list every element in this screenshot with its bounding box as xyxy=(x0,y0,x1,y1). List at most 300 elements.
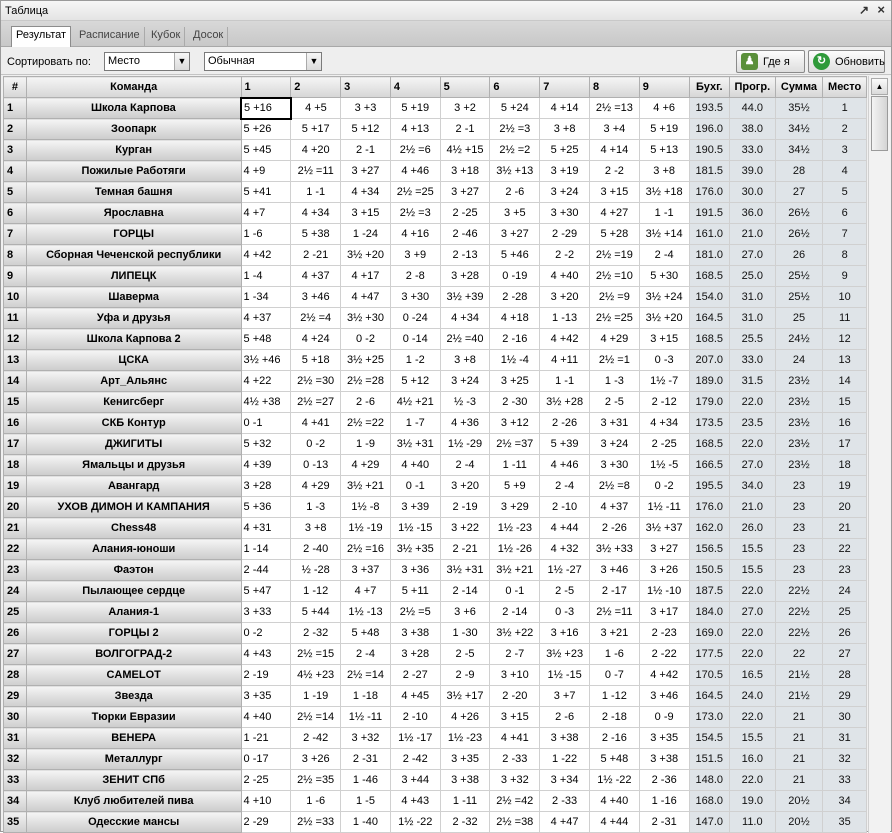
round-result-cell[interactable]: 3½ +39 xyxy=(440,287,490,308)
stat-cell[interactable]: 34½ xyxy=(775,140,823,161)
stat-cell[interactable]: 19.0 xyxy=(730,791,776,812)
round-result-cell[interactable]: 3 +18 xyxy=(440,161,490,182)
round-result-cell[interactable]: 4 +9 xyxy=(241,161,291,182)
row-number[interactable]: 31 xyxy=(4,728,27,749)
column-header[interactable]: 4 xyxy=(390,77,440,98)
round-result-cell[interactable]: 2½ =27 xyxy=(291,392,341,413)
round-result-cell[interactable]: 0 -1 xyxy=(390,476,440,497)
stat-cell[interactable]: 27.0 xyxy=(730,455,776,476)
round-result-cell[interactable]: 2 -1 xyxy=(440,119,490,140)
stat-cell[interactable]: 14 xyxy=(823,371,867,392)
round-result-cell[interactable]: 5 +19 xyxy=(639,119,689,140)
round-result-cell[interactable]: 1½ -7 xyxy=(639,371,689,392)
team-name[interactable]: Алания-юноши xyxy=(26,539,241,560)
stat-cell[interactable]: 10 xyxy=(823,287,867,308)
team-name[interactable]: Сборная Чеченской республики xyxy=(26,245,241,266)
stat-cell[interactable]: 27 xyxy=(823,644,867,665)
round-result-cell[interactable]: 3 +17 xyxy=(639,602,689,623)
round-result-cell[interactable]: 4 +7 xyxy=(241,203,291,224)
row-number[interactable]: 17 xyxy=(4,434,27,455)
stat-cell[interactable]: 28 xyxy=(775,161,823,182)
table-row[interactable] xyxy=(4,119,867,140)
team-name[interactable]: Ямальцы и друзья xyxy=(26,455,241,476)
row-number[interactable]: 12 xyxy=(4,329,27,350)
stat-cell[interactable]: 3 xyxy=(823,140,867,161)
round-result-cell[interactable]: 5 +47 xyxy=(241,581,291,602)
round-result-cell[interactable]: 4 +40 xyxy=(241,707,291,728)
round-result-cell[interactable]: 3 +16 xyxy=(540,623,590,644)
round-result-cell[interactable]: 0 -9 xyxy=(639,707,689,728)
round-result-cell[interactable]: 5 +18 xyxy=(291,350,341,371)
round-result-cell[interactable]: 3½ +13 xyxy=(490,161,540,182)
round-result-cell[interactable]: 1 -1 xyxy=(639,203,689,224)
column-header[interactable]: 8 xyxy=(589,77,639,98)
round-result-cell[interactable]: 5 +44 xyxy=(291,602,341,623)
round-result-cell[interactable]: 4 +34 xyxy=(341,182,391,203)
round-result-cell[interactable]: 1½ -19 xyxy=(341,518,391,539)
round-result-cell[interactable]: 4 +43 xyxy=(241,644,291,665)
table-row[interactable] xyxy=(4,770,867,791)
round-result-cell[interactable]: 1 -18 xyxy=(341,686,391,707)
stat-cell[interactable]: 169.0 xyxy=(689,623,729,644)
round-result-cell[interactable]: 3½ +20 xyxy=(639,308,689,329)
team-name[interactable]: ДЖИГИТЫ xyxy=(26,434,241,455)
round-result-cell[interactable]: 3 +27 xyxy=(639,539,689,560)
row-number[interactable]: 14 xyxy=(4,371,27,392)
round-result-cell[interactable]: 1 -16 xyxy=(639,791,689,812)
table-row[interactable] xyxy=(4,224,867,245)
round-result-cell[interactable]: 3½ +21 xyxy=(341,476,391,497)
stat-cell[interactable]: 23 xyxy=(775,497,823,518)
tab-schedule[interactable]: Расписание xyxy=(75,27,145,47)
round-result-cell[interactable]: 3 +7 xyxy=(540,686,590,707)
team-name[interactable]: Пожилые Работяги xyxy=(26,161,241,182)
round-result-cell[interactable]: ½ -28 xyxy=(291,560,341,581)
round-result-cell[interactable]: 4 +13 xyxy=(390,119,440,140)
round-result-cell[interactable]: 4½ +15 xyxy=(440,140,490,161)
stat-cell[interactable]: 23½ xyxy=(775,455,823,476)
row-number[interactable]: 30 xyxy=(4,707,27,728)
table-row[interactable] xyxy=(4,581,867,602)
round-result-cell[interactable]: 3 +10 xyxy=(490,665,540,686)
stat-cell[interactable]: 168.0 xyxy=(689,791,729,812)
round-result-cell[interactable]: 3 +32 xyxy=(490,770,540,791)
round-result-cell[interactable]: 0 -2 xyxy=(241,623,291,644)
round-result-cell[interactable]: 2 -13 xyxy=(440,245,490,266)
stat-cell[interactable]: 12 xyxy=(823,329,867,350)
stat-cell[interactable]: 25 xyxy=(823,602,867,623)
round-result-cell[interactable]: 2 -29 xyxy=(241,812,291,833)
row-number[interactable]: 24 xyxy=(4,581,27,602)
stat-cell[interactable]: 31.0 xyxy=(730,308,776,329)
round-result-cell[interactable]: 1 -6 xyxy=(291,791,341,812)
round-result-cell[interactable]: 0 -3 xyxy=(540,602,590,623)
round-result-cell[interactable]: 4 +31 xyxy=(241,518,291,539)
team-name[interactable]: Школа Карпова 2 xyxy=(26,329,241,350)
round-result-cell[interactable]: 2 -2 xyxy=(589,161,639,182)
round-result-cell[interactable]: 4 +45 xyxy=(390,686,440,707)
round-result-cell[interactable]: 4 +27 xyxy=(589,203,639,224)
stat-cell[interactable]: 28 xyxy=(823,665,867,686)
stat-cell[interactable]: 151.5 xyxy=(689,749,729,770)
round-result-cell[interactable]: 4 +40 xyxy=(390,455,440,476)
round-result-cell[interactable]: 2½ =15 xyxy=(291,644,341,665)
table-row[interactable] xyxy=(4,245,867,266)
round-result-cell[interactable]: 3½ +31 xyxy=(390,434,440,455)
round-result-cell[interactable]: 1 -24 xyxy=(341,224,391,245)
round-result-cell[interactable]: 3 +27 xyxy=(341,161,391,182)
stat-cell[interactable]: 24½ xyxy=(775,329,823,350)
team-name[interactable]: ЦСКА xyxy=(26,350,241,371)
team-name[interactable]: Ярославна xyxy=(26,203,241,224)
stat-cell[interactable]: 33.0 xyxy=(730,140,776,161)
round-result-cell[interactable]: 2½ =28 xyxy=(341,371,391,392)
stat-cell[interactable]: 26.0 xyxy=(730,518,776,539)
team-name[interactable]: Одесские мансы xyxy=(26,812,241,833)
round-result-cell[interactable]: 3 +33 xyxy=(241,602,291,623)
team-name[interactable]: ГОРЦЫ xyxy=(26,224,241,245)
stat-cell[interactable]: 177.5 xyxy=(689,644,729,665)
stat-cell[interactable]: 173.5 xyxy=(689,413,729,434)
round-result-cell[interactable]: 2½ =22 xyxy=(341,413,391,434)
round-result-cell[interactable]: 5 +48 xyxy=(589,749,639,770)
round-result-cell[interactable]: 4½ +38 xyxy=(241,392,291,413)
column-header[interactable]: Команда xyxy=(26,77,241,98)
sort-select[interactable] xyxy=(104,52,190,71)
row-number[interactable]: 19 xyxy=(4,476,27,497)
table-row[interactable] xyxy=(4,728,867,749)
column-header[interactable]: # xyxy=(4,77,27,98)
round-result-cell[interactable]: 2½ =6 xyxy=(390,140,440,161)
stat-cell[interactable]: 176.0 xyxy=(689,497,729,518)
row-number[interactable]: 26 xyxy=(4,623,27,644)
stat-cell[interactable]: 25 xyxy=(775,308,823,329)
round-result-cell[interactable]: 3 +15 xyxy=(341,203,391,224)
round-result-cell[interactable]: 1 -9 xyxy=(341,434,391,455)
round-result-cell[interactable]: 2 -26 xyxy=(589,518,639,539)
round-result-cell[interactable]: 0 -7 xyxy=(589,665,639,686)
table-row[interactable] xyxy=(4,665,867,686)
column-header[interactable]: Прогр. xyxy=(730,77,776,98)
row-number[interactable]: 15 xyxy=(4,392,27,413)
team-name[interactable]: Курган xyxy=(26,140,241,161)
team-name[interactable]: ГОРЦЫ 2 xyxy=(26,623,241,644)
table-row[interactable] xyxy=(4,455,867,476)
table-row[interactable] xyxy=(4,413,867,434)
round-result-cell[interactable]: 4 +24 xyxy=(291,329,341,350)
stat-cell[interactable]: 22.0 xyxy=(730,623,776,644)
row-number[interactable]: 4 xyxy=(4,161,27,182)
column-header[interactable]: 7 xyxy=(540,77,590,98)
row-number[interactable]: 7 xyxy=(4,224,27,245)
stat-cell[interactable]: 16 xyxy=(823,413,867,434)
round-result-cell[interactable]: 5 +9 xyxy=(490,476,540,497)
round-result-cell[interactable]: 3 +29 xyxy=(490,497,540,518)
round-result-cell[interactable]: 2½ =11 xyxy=(589,602,639,623)
round-result-cell[interactable]: 2 -25 xyxy=(440,203,490,224)
round-result-cell[interactable]: 2½ =16 xyxy=(341,539,391,560)
table-row[interactable] xyxy=(4,749,867,770)
table-row[interactable] xyxy=(4,686,867,707)
round-result-cell[interactable]: 4 +29 xyxy=(341,455,391,476)
round-result-cell[interactable]: 3½ +33 xyxy=(589,539,639,560)
round-result-cell[interactable]: 2 -6 xyxy=(540,707,590,728)
stat-cell[interactable]: 4 xyxy=(823,161,867,182)
stat-cell[interactable]: 35½ xyxy=(775,98,823,119)
round-result-cell[interactable]: 0 -1 xyxy=(241,413,291,434)
round-result-cell[interactable]: 2½ =8 xyxy=(589,476,639,497)
round-result-cell[interactable]: 4 +41 xyxy=(490,728,540,749)
stat-cell[interactable]: 164.5 xyxy=(689,686,729,707)
round-result-cell[interactable]: 3 +32 xyxy=(341,728,391,749)
round-result-cell[interactable]: 2½ =9 xyxy=(589,287,639,308)
round-result-cell[interactable]: 3½ +30 xyxy=(341,308,391,329)
stat-cell[interactable]: 176.0 xyxy=(689,182,729,203)
team-name[interactable]: Арт_Альянс xyxy=(26,371,241,392)
round-result-cell[interactable]: 3 +38 xyxy=(390,623,440,644)
round-result-cell[interactable]: 4½ +23 xyxy=(291,665,341,686)
team-name[interactable]: Фаэтон xyxy=(26,560,241,581)
round-result-cell[interactable]: 4 +42 xyxy=(241,245,291,266)
stat-cell[interactable]: 2 xyxy=(823,119,867,140)
tab-results[interactable]: Результат xyxy=(11,26,71,47)
stat-cell[interactable]: 24 xyxy=(823,581,867,602)
round-result-cell[interactable]: 3 +37 xyxy=(341,560,391,581)
round-result-cell[interactable]: 5 +30 xyxy=(639,266,689,287)
round-result-cell[interactable]: 2 -40 xyxy=(291,539,341,560)
round-result-cell[interactable]: 3½ +23 xyxy=(540,644,590,665)
round-result-cell[interactable]: 2½ =40 xyxy=(440,329,490,350)
round-result-cell[interactable]: 1½ -4 xyxy=(490,350,540,371)
round-result-cell[interactable]: 3 +20 xyxy=(540,287,590,308)
table-row[interactable] xyxy=(4,161,867,182)
round-result-cell[interactable]: 3 +9 xyxy=(390,245,440,266)
table-row[interactable] xyxy=(4,812,867,833)
stat-cell[interactable]: 18 xyxy=(823,455,867,476)
team-name[interactable]: Зоопарк xyxy=(26,119,241,140)
round-result-cell[interactable]: 2 -16 xyxy=(589,728,639,749)
table-row[interactable] xyxy=(4,623,867,644)
round-result-cell[interactable]: 2 -25 xyxy=(639,434,689,455)
round-result-cell[interactable]: 4 +11 xyxy=(540,350,590,371)
round-result-cell[interactable]: 2 -9 xyxy=(440,665,490,686)
round-result-cell[interactable]: 1½ -29 xyxy=(440,434,490,455)
round-result-cell[interactable]: 3 +26 xyxy=(639,560,689,581)
row-number[interactable]: 32 xyxy=(4,749,27,770)
team-name[interactable]: Кенигсберг xyxy=(26,392,241,413)
close-icon[interactable]: × xyxy=(877,2,885,17)
team-name[interactable]: Звезда xyxy=(26,686,241,707)
row-number[interactable]: 11 xyxy=(4,308,27,329)
scroll-up-icon[interactable]: ▲ xyxy=(871,78,888,95)
row-number[interactable]: 16 xyxy=(4,413,27,434)
round-result-cell[interactable]: 1½ -23 xyxy=(440,728,490,749)
table-row[interactable] xyxy=(4,182,867,203)
round-result-cell[interactable]: 3 +35 xyxy=(440,749,490,770)
stat-cell[interactable]: 15.5 xyxy=(730,560,776,581)
stat-cell[interactable]: 21.0 xyxy=(730,497,776,518)
stat-cell[interactable]: 5 xyxy=(823,182,867,203)
round-result-cell[interactable]: 3 +5 xyxy=(490,203,540,224)
stat-cell[interactable]: 11.0 xyxy=(730,812,776,833)
round-result-cell[interactable]: 2½ =19 xyxy=(589,245,639,266)
stat-cell[interactable]: 15.5 xyxy=(730,728,776,749)
round-result-cell[interactable]: 2½ =14 xyxy=(341,665,391,686)
round-result-cell[interactable]: 2 -14 xyxy=(490,602,540,623)
stat-cell[interactable]: 164.5 xyxy=(689,308,729,329)
row-number[interactable]: 27 xyxy=(4,644,27,665)
round-result-cell[interactable]: 5 +12 xyxy=(341,119,391,140)
round-result-cell[interactable]: 4 +17 xyxy=(341,266,391,287)
round-result-cell[interactable]: 1½ -8 xyxy=(341,497,391,518)
round-result-cell[interactable]: 1 -6 xyxy=(241,224,291,245)
round-result-cell[interactable]: 1½ -15 xyxy=(540,665,590,686)
table-row[interactable] xyxy=(4,602,867,623)
table-row[interactable] xyxy=(4,644,867,665)
round-result-cell[interactable]: 4 +42 xyxy=(639,665,689,686)
stat-cell[interactable]: 26 xyxy=(775,245,823,266)
stat-cell[interactable]: 23½ xyxy=(775,413,823,434)
stat-cell[interactable]: 173.0 xyxy=(689,707,729,728)
team-name[interactable]: СКБ Контур xyxy=(26,413,241,434)
stat-cell[interactable]: 22.0 xyxy=(730,581,776,602)
chevron-down-icon[interactable]: ▼ xyxy=(174,53,189,70)
round-result-cell[interactable]: 5 +38 xyxy=(291,224,341,245)
stat-cell[interactable]: 21 xyxy=(775,728,823,749)
row-number[interactable]: 3 xyxy=(4,140,27,161)
round-result-cell[interactable]: 2½ =4 xyxy=(291,308,341,329)
round-result-cell[interactable]: 3 +15 xyxy=(639,329,689,350)
stat-cell[interactable]: 23½ xyxy=(775,434,823,455)
round-result-cell[interactable]: 1 -40 xyxy=(341,812,391,833)
stat-cell[interactable]: 27 xyxy=(775,182,823,203)
table-row[interactable] xyxy=(4,140,867,161)
round-result-cell[interactable]: 2 -42 xyxy=(291,728,341,749)
round-result-cell[interactable]: 3 +21 xyxy=(589,623,639,644)
round-result-cell[interactable]: 3½ +21 xyxy=(490,560,540,581)
round-result-cell[interactable]: 1 -11 xyxy=(490,455,540,476)
row-number[interactable]: 35 xyxy=(4,812,27,833)
round-result-cell[interactable]: 3 +15 xyxy=(589,182,639,203)
round-result-cell[interactable]: 2½ =35 xyxy=(291,770,341,791)
round-result-cell[interactable]: 2 -36 xyxy=(639,770,689,791)
stat-cell[interactable]: 17 xyxy=(823,434,867,455)
round-result-cell[interactable]: 2 -16 xyxy=(490,329,540,350)
round-result-cell[interactable]: 3½ +35 xyxy=(390,539,440,560)
round-result-cell[interactable]: 1 -11 xyxy=(440,791,490,812)
stat-cell[interactable]: 22 xyxy=(823,539,867,560)
round-result-cell[interactable]: 3 +46 xyxy=(589,560,639,581)
round-result-cell[interactable]: 4 +37 xyxy=(291,266,341,287)
round-result-cell[interactable]: 2½ =14 xyxy=(291,707,341,728)
stat-cell[interactable]: 26½ xyxy=(775,224,823,245)
round-result-cell[interactable]: 3 +24 xyxy=(440,371,490,392)
stat-cell[interactable]: 27.0 xyxy=(730,602,776,623)
round-result-cell[interactable]: 3 +2 xyxy=(440,98,490,119)
round-result-cell[interactable]: 2 -31 xyxy=(639,812,689,833)
team-name[interactable]: Алания-1 xyxy=(26,602,241,623)
round-result-cell[interactable]: 2 -18 xyxy=(589,707,639,728)
round-result-cell[interactable]: 5 +39 xyxy=(540,434,590,455)
round-result-cell[interactable]: 2 -5 xyxy=(440,644,490,665)
stat-cell[interactable]: 44.0 xyxy=(730,98,776,119)
stat-cell[interactable]: 170.5 xyxy=(689,665,729,686)
round-result-cell[interactable]: 2 -46 xyxy=(440,224,490,245)
round-result-cell[interactable]: 3½ +22 xyxy=(490,623,540,644)
round-result-cell[interactable]: 3½ +24 xyxy=(639,287,689,308)
round-result-cell[interactable]: 2 -2 xyxy=(540,245,590,266)
team-name[interactable]: Школа Карпова xyxy=(26,98,241,119)
stat-cell[interactable]: 22.0 xyxy=(730,434,776,455)
stat-cell[interactable]: 23 xyxy=(775,539,823,560)
round-result-cell[interactable]: 3 +6 xyxy=(440,602,490,623)
round-result-cell[interactable]: 3 +46 xyxy=(639,686,689,707)
stat-cell[interactable]: 16.0 xyxy=(730,749,776,770)
team-name[interactable]: ВЕНЕРА xyxy=(26,728,241,749)
stat-cell[interactable]: 22.0 xyxy=(730,707,776,728)
stat-cell[interactable]: 25½ xyxy=(775,287,823,308)
stat-cell[interactable]: 31 xyxy=(823,728,867,749)
stat-cell[interactable]: 150.5 xyxy=(689,560,729,581)
table-row[interactable] xyxy=(4,497,867,518)
row-number[interactable]: 33 xyxy=(4,770,27,791)
round-result-cell[interactable]: 4½ +21 xyxy=(390,392,440,413)
round-result-cell[interactable]: 3 +28 xyxy=(440,266,490,287)
round-result-cell[interactable]: 4 +40 xyxy=(540,266,590,287)
round-result-cell[interactable]: 2½ =3 xyxy=(390,203,440,224)
round-result-cell[interactable]: 4 +32 xyxy=(540,539,590,560)
stat-cell[interactable]: 21 xyxy=(775,749,823,770)
round-result-cell[interactable]: 5 +26 xyxy=(241,119,291,140)
column-header[interactable]: 9 xyxy=(639,77,689,98)
stat-cell[interactable]: 21 xyxy=(775,770,823,791)
round-result-cell[interactable]: 4 +34 xyxy=(291,203,341,224)
round-result-cell[interactable]: 4 +44 xyxy=(589,812,639,833)
row-number[interactable]: 8 xyxy=(4,245,27,266)
round-result-cell[interactable]: 3 +4 xyxy=(589,119,639,140)
team-name[interactable]: Авангард xyxy=(26,476,241,497)
round-result-cell[interactable]: 2 -28 xyxy=(490,287,540,308)
round-result-cell[interactable]: 2 -7 xyxy=(490,644,540,665)
round-result-cell[interactable]: 3½ +25 xyxy=(341,350,391,371)
round-result-cell[interactable]: 2 -32 xyxy=(440,812,490,833)
round-result-cell[interactable]: 0 -24 xyxy=(390,308,440,329)
round-result-cell[interactable]: 1 -14 xyxy=(241,539,291,560)
round-result-cell[interactable]: 3 +38 xyxy=(540,728,590,749)
stat-cell[interactable]: 23 xyxy=(823,560,867,581)
round-result-cell[interactable]: 2 -4 xyxy=(540,476,590,497)
round-result-cell[interactable]: 2 -33 xyxy=(490,749,540,770)
stat-cell[interactable]: 21 xyxy=(775,707,823,728)
stat-cell[interactable]: 21.0 xyxy=(730,224,776,245)
row-number[interactable]: 29 xyxy=(4,686,27,707)
round-result-cell[interactable]: 2 -8 xyxy=(390,266,440,287)
stat-cell[interactable]: 27.0 xyxy=(730,245,776,266)
scroll-thumb[interactable] xyxy=(871,96,888,151)
round-result-cell[interactable]: 2 -10 xyxy=(390,707,440,728)
round-result-cell[interactable]: 4 +14 xyxy=(540,98,590,119)
round-result-cell[interactable]: 3½ +28 xyxy=(540,392,590,413)
round-result-cell[interactable]: 4 +18 xyxy=(490,308,540,329)
stat-cell[interactable]: 22.0 xyxy=(730,770,776,791)
round-result-cell[interactable]: 5 +11 xyxy=(390,581,440,602)
round-result-cell[interactable]: 3 +27 xyxy=(490,224,540,245)
round-result-cell[interactable]: 4 +47 xyxy=(540,812,590,833)
column-header[interactable]: Бухг. xyxy=(689,77,729,98)
round-result-cell[interactable]: 3 +22 xyxy=(440,518,490,539)
round-result-cell[interactable]: 5 +16 xyxy=(241,98,291,119)
round-result-cell[interactable]: 5 +13 xyxy=(639,140,689,161)
